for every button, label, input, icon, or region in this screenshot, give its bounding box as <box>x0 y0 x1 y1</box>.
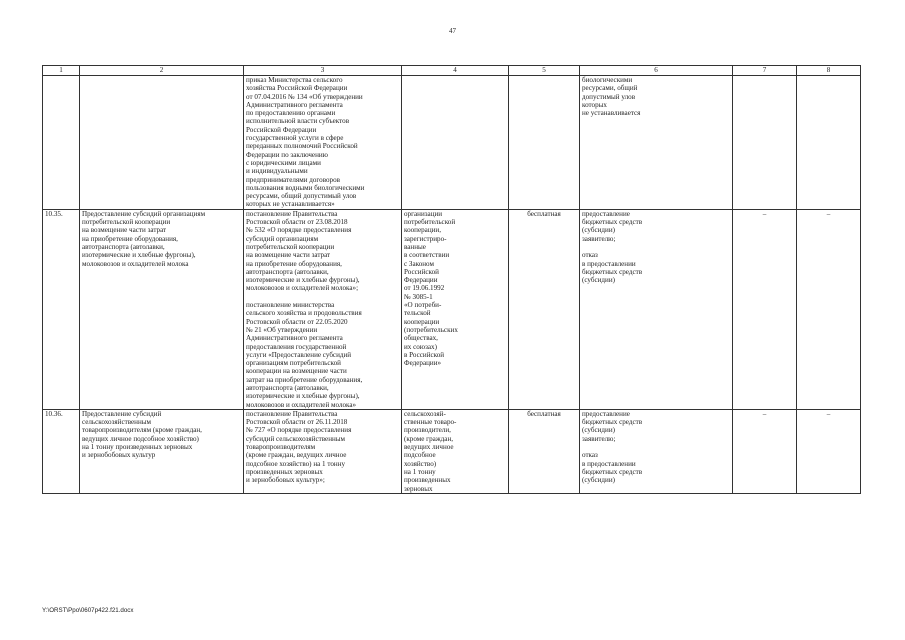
text-line: затрат на приобретение оборудования, <box>246 375 363 384</box>
text-line: отказ <box>582 451 598 460</box>
text-line: заявителю; <box>582 234 616 243</box>
text-line: государственной услуги в сфере <box>246 134 344 143</box>
text-line: на возмещение части затрат <box>246 251 331 260</box>
cell-result <box>580 209 733 409</box>
text-line: бюджетных средств <box>582 467 643 476</box>
text-line: в Российской <box>404 350 445 359</box>
text-line: кооперации <box>404 317 440 326</box>
cell-col7 <box>733 76 797 210</box>
text-line: произведенных <box>404 476 451 485</box>
col-header-7: 7 <box>733 66 797 76</box>
text-line: ственные товаро- <box>404 418 457 427</box>
text-line: Ростовской области от 22.05.2020 <box>246 317 348 326</box>
text-line: сельскохозяй- <box>404 409 446 418</box>
text-line: Российской <box>404 267 439 276</box>
text-line: хозяйства Российской Федерации <box>246 84 348 93</box>
cell-col7: – <box>733 209 797 409</box>
text-line: № 21 «Об утверждении <box>246 325 318 334</box>
text-line: Предоставление субсидий организациям <box>82 209 206 218</box>
text-line: пользования водными биологическими <box>246 183 365 192</box>
text-line: зарегистриро- <box>404 234 447 243</box>
text-line: сельскохозяйственным <box>82 418 152 427</box>
text-line: подсобное <box>404 451 436 460</box>
cell-col8 <box>797 76 861 210</box>
text-line: (субсидии) <box>582 276 615 285</box>
text-line: и зернобобовых культур»; <box>246 476 325 485</box>
text-line: сельского хозяйства и продовольствия <box>246 309 362 318</box>
text-line: с Законом <box>404 259 434 268</box>
text-line: приказ Министерства сельского <box>246 76 343 84</box>
text-line: на 1 тонну произведенных зерновых <box>82 443 193 452</box>
text-line: переданных полномочий Российской <box>246 142 358 151</box>
text-line: отказ <box>582 251 598 260</box>
text-line: Предоставление субсидий <box>82 409 162 418</box>
text-line: произведенных зерновых <box>246 467 323 476</box>
cell-col7: – <box>733 409 797 493</box>
text-line: зерновых <box>404 484 433 493</box>
result-grant <box>582 210 730 243</box>
text-line: в предоставлении <box>582 459 636 468</box>
text-line: изотермические и хлебные фургоны), <box>246 392 360 401</box>
text-line: в соответствии <box>404 251 450 260</box>
text-line: бюджетных средств <box>582 218 643 227</box>
cell-col8: – <box>797 209 861 409</box>
text-line: организации <box>404 209 443 218</box>
text-line: производители, <box>404 426 451 435</box>
text-line: подсобное хозяйство) на 1 тонну <box>246 459 346 468</box>
text-line: Ростовской области от 23.08.2018 <box>246 218 348 227</box>
text-line: (субсидии) <box>582 476 615 485</box>
text-line: № 727 «О порядке предоставления <box>246 426 352 435</box>
cell-applicants <box>402 209 509 409</box>
text-line: услуги «Предоставление субсидий <box>246 350 352 359</box>
text-line: обществах, <box>404 334 438 343</box>
text-line: с юридическими лицами <box>246 158 321 167</box>
text-line: постановление Правительства <box>246 209 338 218</box>
text-line: бюджетных средств <box>582 267 643 276</box>
text-line: предоставление <box>582 409 630 418</box>
text-line: Российской Федерации <box>246 125 317 134</box>
text-line: ведущих личное подсобное хозяйство) <box>82 434 199 443</box>
page-number: 47 <box>449 27 456 35</box>
text-line: (кроме граждан, ведущих личное <box>246 451 347 460</box>
cell-service <box>80 76 244 210</box>
table-row-10-36 <box>43 409 861 493</box>
cell-num: 10.35. <box>43 209 80 409</box>
cell-legal-basis <box>244 409 402 493</box>
cell-num <box>43 76 80 210</box>
text-line: субсидий организациям <box>246 234 319 243</box>
cell-service <box>80 209 244 409</box>
text-line: автотранспорта (автолавки, <box>246 267 329 276</box>
text-line: молоковозов и охладителей молока» <box>246 400 357 409</box>
text-line: Административного регламента <box>246 100 343 109</box>
table-row-10-35 <box>43 209 861 409</box>
header-row <box>43 66 861 76</box>
text-line: от 07.04.2016 № 134 «Об утверждении <box>246 92 363 101</box>
text-line: постановление Правительства <box>246 409 338 418</box>
text-line: молоковозов и охладителей молока <box>82 259 189 268</box>
legal-basis-part-2 <box>246 301 399 409</box>
col-header-4: 4 <box>402 66 509 76</box>
text-line: организациям потребительской <box>246 359 341 368</box>
text-line: ресурсами, общий <box>582 84 638 93</box>
result-grant <box>582 410 730 443</box>
text-line: (потребительских <box>404 325 458 334</box>
col-header-1: 1 <box>43 66 80 76</box>
text-line: «О потреби- <box>404 301 442 310</box>
text-line: автотранспорта (автолавки, <box>82 242 165 251</box>
text-line: изотермические и хлебные фургоны), <box>82 251 196 260</box>
cell-col8: – <box>797 409 861 493</box>
cell-num: 10.36. <box>43 409 80 493</box>
text-line: предпринимателями договоров <box>246 175 340 184</box>
text-line: потребительской кооперации <box>246 242 335 251</box>
col-header-5: 5 <box>509 66 580 76</box>
cell-applicants <box>402 76 509 210</box>
text-line: ведущих личное <box>404 443 454 452</box>
text-line: № 532 «О порядке предоставления <box>246 226 352 235</box>
text-line: не устанавливается <box>582 109 641 118</box>
text-line: и индивидуальными <box>246 167 308 176</box>
text-line: которых не устанавливается» <box>246 200 335 209</box>
cell-result <box>580 76 733 210</box>
text-line: Ростовской области от 26.11.2018 <box>246 418 348 427</box>
text-line: субсидий сельскохозяйственным <box>246 434 346 443</box>
table-row-continued <box>43 76 861 210</box>
cell-service <box>80 409 244 493</box>
text-line: товаропроизводителям <box>246 443 316 452</box>
cell-fee <box>509 76 580 210</box>
text-line: хозяйство) <box>404 459 437 468</box>
text-line: (субсидии) <box>582 226 615 235</box>
text-line: в предоставлении <box>582 259 636 268</box>
text-line: Административного регламента <box>246 334 343 343</box>
text-line: № 3085-1 <box>404 292 433 301</box>
text-line: на приобретение оборудования, <box>246 259 342 268</box>
cell-legal-basis <box>244 76 402 210</box>
text-line: заявителю; <box>582 434 616 443</box>
file-path-footer: Y:\ORST\Ppo\0607p422.f21.docx <box>42 607 134 614</box>
text-line: изотермические и хлебные фургоны), <box>246 276 360 285</box>
text-line: бюджетных средств <box>582 418 643 427</box>
cell-fee: бесплатная <box>509 409 580 493</box>
text-line: Федерации» <box>404 359 442 368</box>
text-line: ресурсами, общий допустимый улов <box>246 192 357 201</box>
text-line: допустимый улов <box>582 92 636 101</box>
text-line: автотранспорта (автолавки, <box>246 383 329 392</box>
col-header-8: 8 <box>797 66 861 76</box>
cell-applicants <box>402 409 509 493</box>
result-refusal <box>582 251 730 284</box>
text-line: Федерации <box>404 276 438 285</box>
text-line: и зернобобовых культур <box>82 451 156 460</box>
col-header-6: 6 <box>580 66 733 76</box>
cell-fee: бесплатная <box>509 209 580 409</box>
cell-result <box>580 409 733 493</box>
text-line: постановление министерства <box>246 301 335 310</box>
text-line: исполнительной власти субъектов <box>246 117 350 126</box>
legal-basis-part-1 <box>246 210 399 293</box>
text-line: (субсидии) <box>582 426 615 435</box>
text-line: потребительской кооперации <box>82 218 171 227</box>
col-header-3: 3 <box>244 66 402 76</box>
text-line: предоставление <box>582 209 630 218</box>
text-line: от 19.06.1992 <box>404 284 445 293</box>
text-line: по предоставлению органами <box>246 109 336 118</box>
text-line: на приобретение оборудования, <box>82 234 178 243</box>
text-line: потребительской <box>404 218 456 227</box>
text-line: кооперации на возмещение части <box>246 367 347 376</box>
text-line: Федерации по заключению <box>246 150 328 159</box>
text-line: кооперации, <box>404 226 441 235</box>
result-refusal <box>582 451 730 484</box>
services-table <box>42 65 861 494</box>
text-line: предоставления государственной <box>246 342 347 351</box>
text-line: на возмещение части затрат <box>82 226 167 235</box>
text-line: (кроме граждан, <box>404 434 454 443</box>
text-line: тельской <box>404 309 431 318</box>
text-line: на 1 тонну <box>404 467 436 476</box>
text-line: биологическими <box>582 76 633 84</box>
text-line: молоковозов и охладителей молока»; <box>246 284 359 293</box>
text-line: их союзах) <box>404 342 437 351</box>
text-line: которых <box>582 100 607 109</box>
text-line: товаропроизводителям (кроме граждан, <box>82 426 202 435</box>
col-header-2: 2 <box>80 66 244 76</box>
text-line: ванные <box>404 242 426 251</box>
cell-legal-basis <box>244 209 402 409</box>
